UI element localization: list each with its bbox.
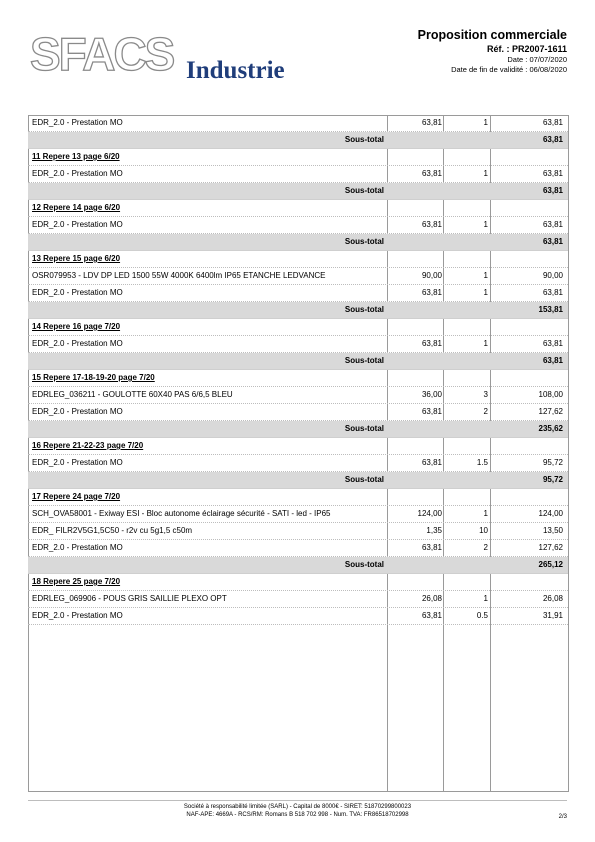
page-number: 2/3 [558,814,567,820]
line-total: 63,81 [542,288,563,297]
subtotal-label: Sous-total [344,237,384,246]
line-total: 31,91 [542,611,563,620]
item-description: EDR_ FILR2V5G1,5C50 - r2v cu 5g1,5 c50m [32,526,193,535]
quantity: 1 [483,271,488,280]
section-title: 13 Repere 15 page 6/20 [32,254,121,263]
subtotal-row [28,353,568,370]
table-row [28,268,568,285]
subtotal-label: Sous-total [344,186,384,195]
quantity: 2 [483,543,488,552]
table-row [28,404,568,421]
quantity: 1 [483,594,488,603]
table-row [28,115,568,132]
subtotal-amount: 235,62 [538,424,563,433]
unit-price: 63,81 [421,407,442,416]
unit-price: 63,81 [421,458,442,467]
section-title: 11 Repere 13 page 6/20 [32,152,120,161]
section-header-row [28,251,568,268]
logo-main-text: SFACS [30,28,174,80]
unit-price: 124,00 [417,509,442,518]
line-total: 90,00 [542,271,563,280]
table-row [28,455,568,472]
footer-legal-line: Société à responsabilité limitée (SARL) - Capital de 8000€ - SIRET: 51870299800023 [183,804,412,810]
item-description: EDRLEG_069906 - POUS GRIS SAILLIE PLEXO OPT [32,594,227,603]
unit-price: 26,08 [421,594,442,603]
subtotal-row [28,472,568,489]
table-row [28,387,568,404]
table-row [28,285,568,302]
document-date: Date : 07/07/2020 [507,55,567,64]
quantity: 1 [483,339,488,348]
table-row [28,336,568,353]
subtotal-amount: 95,72 [542,475,563,484]
line-total: 26,08 [542,594,563,603]
validity-date: Date de fin de validité : 06/08/2020 [451,65,567,74]
document-reference: Réf. : PR2007-1611 [486,44,567,54]
quantity: 1 [483,288,488,297]
line-total: 124,00 [538,509,563,518]
table-row [28,217,568,234]
item-description: OSR079953 - LDV DP LED 1500 55W 4000K 6400lm IP65 ETANCHE LEDVANCE [32,271,326,280]
unit-price: 90,00 [421,271,442,280]
page-footer [28,800,567,819]
unit-price: 63,81 [421,118,442,127]
item-description: EDR_2.0 - Prestation MO [32,611,123,620]
section-title: 14 Repere 16 page 7/20 [32,322,121,331]
unit-price: 63,81 [421,543,442,552]
table-row [28,608,568,625]
document-header [418,28,567,75]
section-header-row [28,319,568,336]
subtotal-label: Sous-total [344,305,384,314]
quantity: 3 [483,390,488,399]
table-row [28,506,568,523]
table-row [28,591,568,608]
subtotal-label: Sous-total [344,424,384,433]
line-total: 63,81 [542,118,563,127]
item-description: EDR_2.0 - Prestation MO [32,543,123,552]
quantity: 1 [483,220,488,229]
unit-price: 1,35 [426,526,442,535]
unit-price: 36,00 [421,390,442,399]
subtotal-amount: 265,12 [538,560,563,569]
subtotal-amount: 63,81 [542,186,563,195]
section-title: 16 Repere 21-22-23 page 7/20 [32,441,144,450]
section-title: 15 Repere 17-18-19-20 page 7/20 [32,373,155,382]
table-row [28,166,568,183]
item-description: EDR_2.0 - Prestation MO [32,118,123,127]
section-header-row [28,489,568,506]
subtotal-amount: 63,81 [542,135,563,144]
unit-price: 63,81 [421,220,442,229]
subtotal-label: Sous-total [344,356,384,365]
section-header-row [28,370,568,387]
subtotal-amount: 153,81 [538,305,563,314]
quantity: 1.5 [476,458,488,467]
item-description: EDR_2.0 - Prestation MO [32,339,123,348]
line-total: 63,81 [542,220,563,229]
section-title: 17 Repere 24 page 7/20 [32,492,121,501]
unit-price: 63,81 [421,339,442,348]
line-total: 63,81 [542,339,563,348]
quantity: 1 [483,509,488,518]
logo-sub-text: Industrie [186,57,285,84]
subtotal-row [28,234,568,251]
item-description: EDR_2.0 - Prestation MO [32,458,123,467]
item-description: EDR_2.0 - Prestation MO [32,169,123,178]
unit-price: 63,81 [421,288,442,297]
company-logo [28,28,328,88]
document-title: Proposition commerciale [417,28,567,42]
subtotal-row [28,183,568,200]
section-header-row [28,438,568,455]
unit-price: 63,81 [421,169,442,178]
section-header-row [28,200,568,217]
quote-table [28,115,568,791]
item-description: SCH_OVA58001 - Exiway ESI - Bloc autonome éclairage sécurité - SATI - led - IP65 [32,509,331,518]
line-total: 13,50 [542,526,563,535]
line-total: 63,81 [542,169,563,178]
quantity: 1 [483,118,488,127]
line-total: 108,00 [538,390,563,399]
subtotal-row [28,302,568,319]
section-title: 12 Repere 14 page 6/20 [32,203,121,212]
unit-price: 63,81 [421,611,442,620]
item-description: EDRLEG_036211 - GOULOTTE 60X40 PAS 6/6,5 BLEU [32,390,233,399]
subtotal-label: Sous-total [344,135,384,144]
table-row [28,540,568,557]
subtotal-label: Sous-total [344,560,384,569]
section-header-row [28,574,568,591]
subtotal-amount: 63,81 [542,237,563,246]
line-total: 95,72 [542,458,563,467]
subtotal-row [28,557,568,574]
quantity: 1 [483,169,488,178]
section-header-row [28,149,568,166]
quantity: 10 [479,526,488,535]
item-description: EDR_2.0 - Prestation MO [32,220,123,229]
subtotal-row [28,421,568,438]
subtotal-label: Sous-total [344,475,384,484]
table-row [28,523,568,540]
quantity: 0.5 [476,611,488,620]
section-title: 18 Repere 25 page 7/20 [32,577,121,586]
item-description: EDR_2.0 - Prestation MO [32,288,123,297]
footer-registration-line: NAF-APE: 4669A - RCS/RM: Romans B 518 702 998 - Num. TVA: FR86518702998 [186,812,409,818]
item-description: EDR_2.0 - Prestation MO [32,407,123,416]
quantity: 2 [483,407,488,416]
subtotal-amount: 63,81 [542,356,563,365]
subtotal-row [28,132,568,149]
line-total: 127,62 [538,543,563,552]
line-total: 127,62 [538,407,563,416]
